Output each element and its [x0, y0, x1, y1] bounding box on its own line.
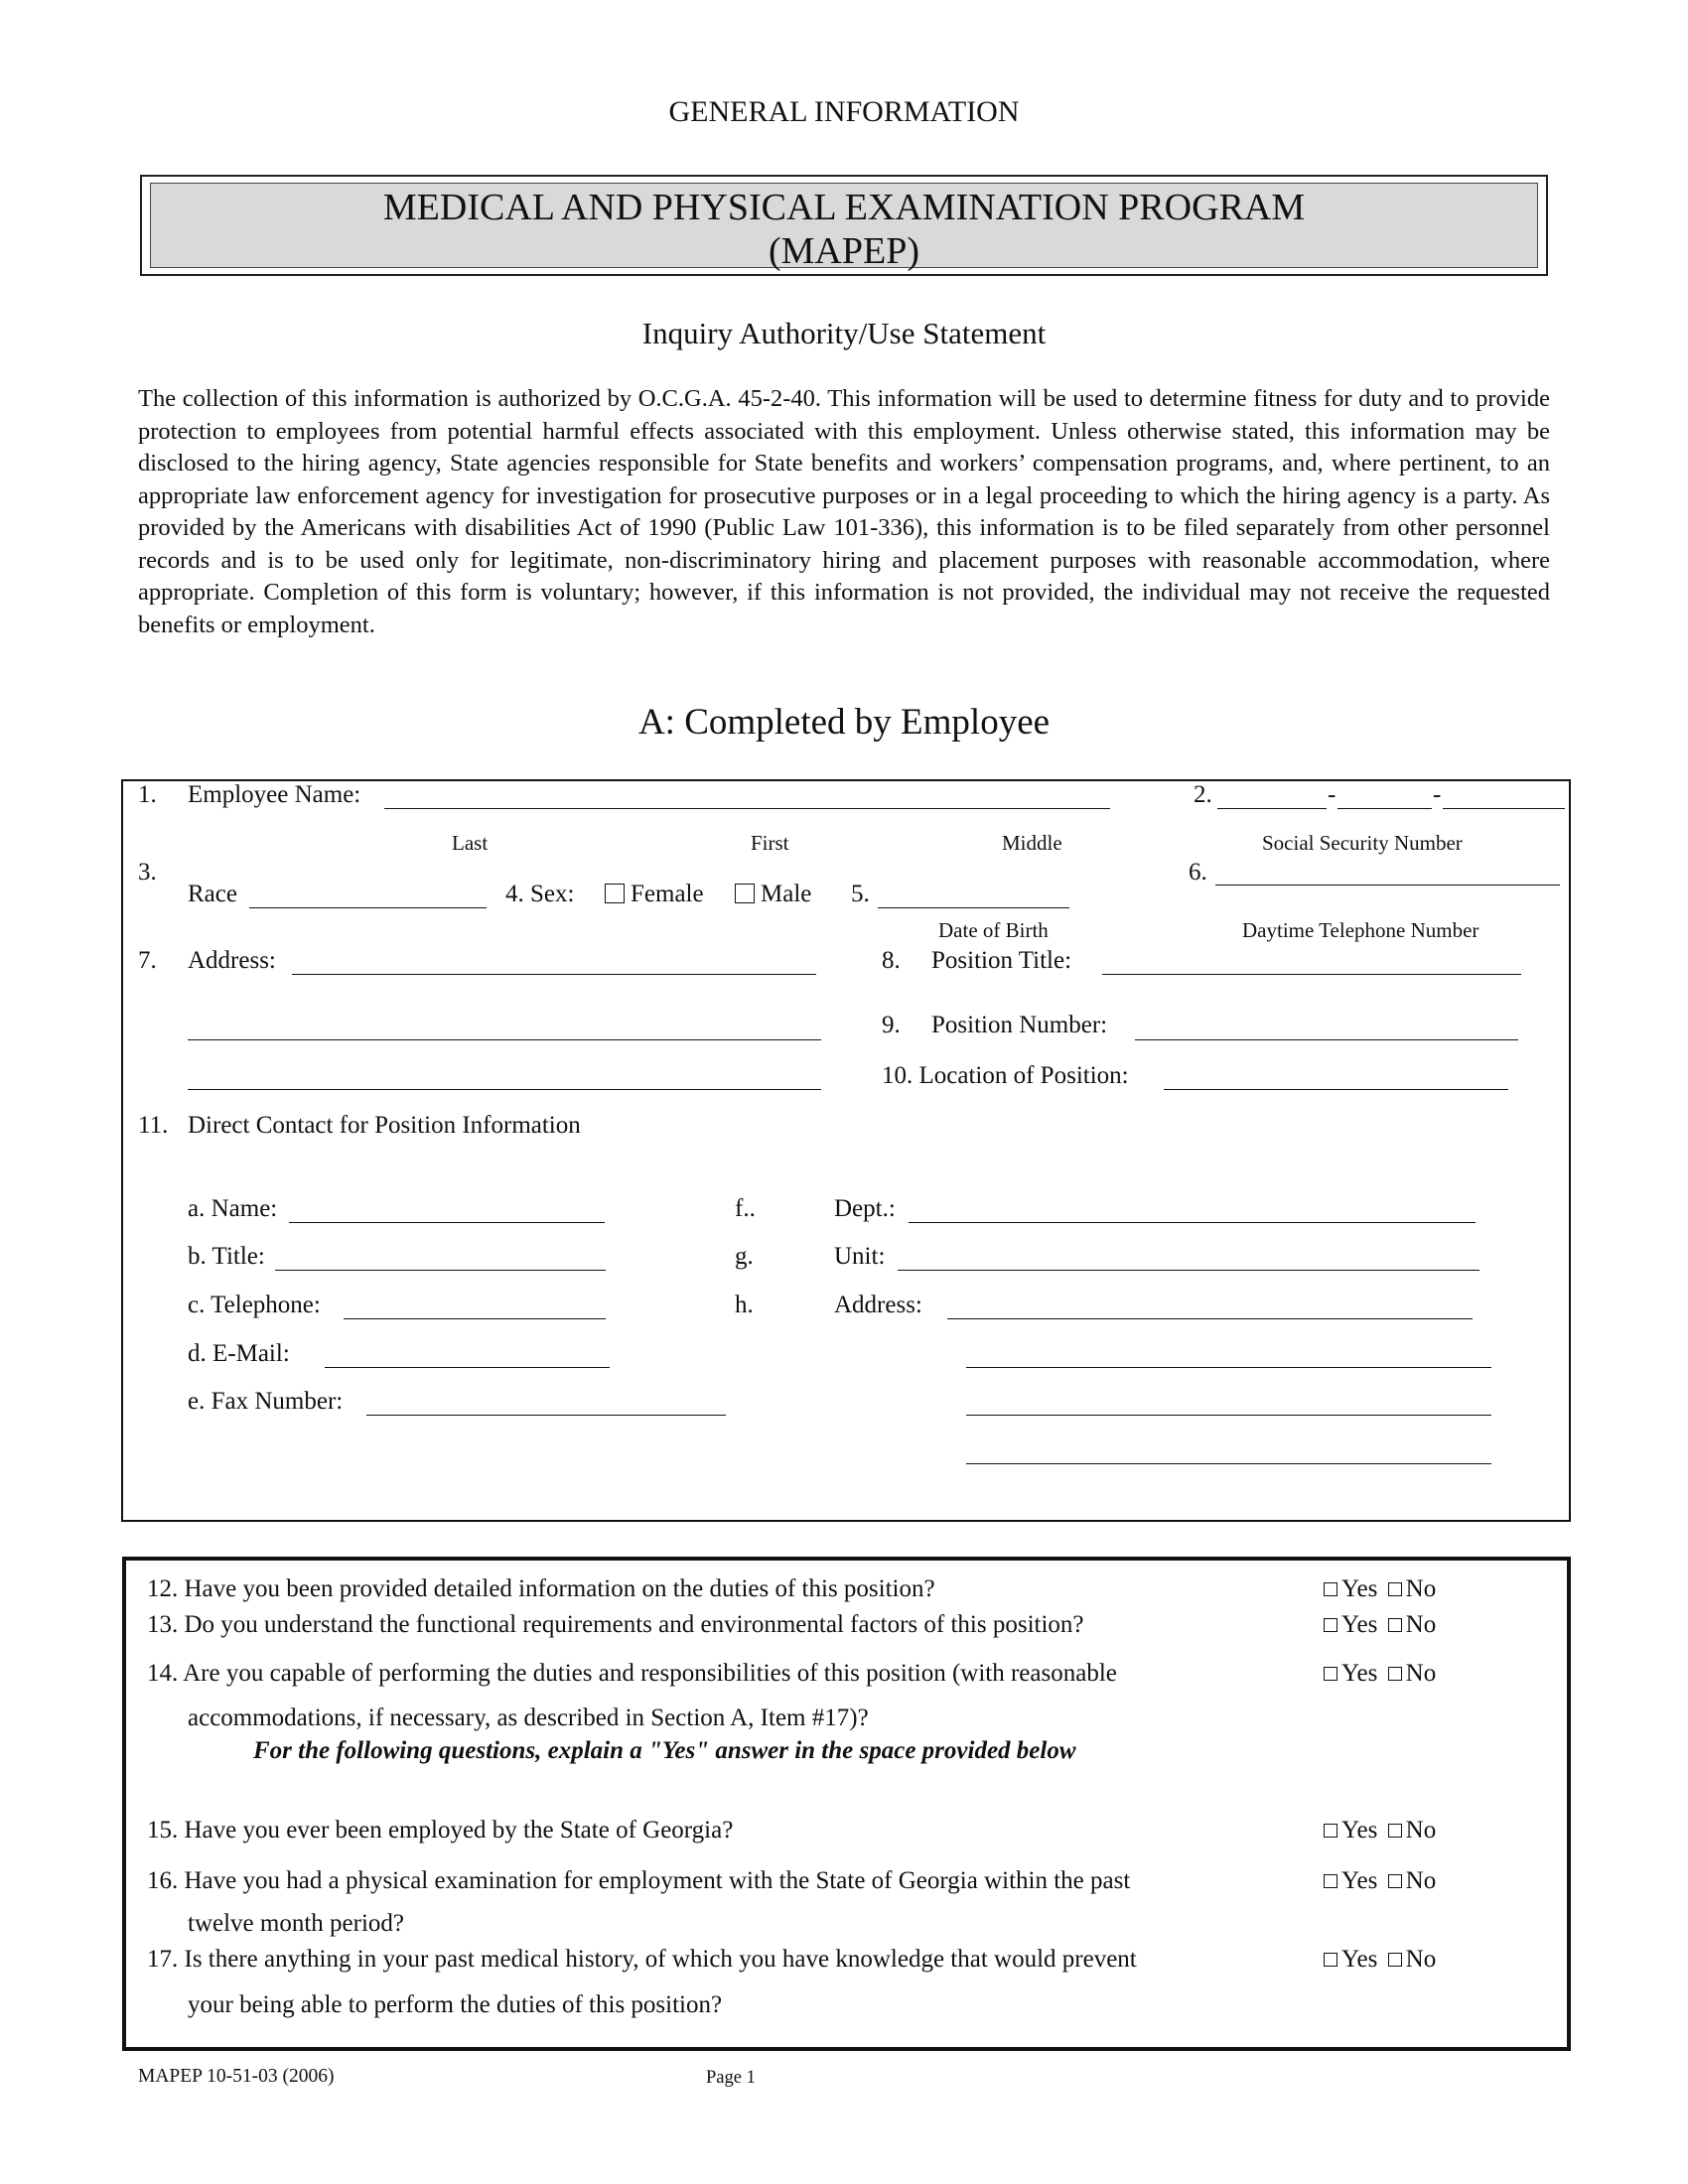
- address-line-2-field[interactable]: [188, 1039, 821, 1040]
- position-number-field[interactable]: [1135, 1039, 1518, 1040]
- contact-name-label: a. Name:: [188, 1195, 278, 1222]
- section-a-heading: A: Completed by Employee: [637, 702, 1051, 743]
- position-title-label: Position Title:: [931, 947, 1072, 974]
- item-number-2: 2.: [1194, 781, 1212, 808]
- statement-body: The collection of this information is authorized by O.C.G.A. 45-2-40. This information will be used to determine fitness for duty and to provide protection to employees from potential harmful effects associated with this employment. Unless otherwise stated, this information may be disclosed to the hiring agency, State agencies responsible for State benefits and workers’ compensation programs, and, where pertinent, to an appropriate law enforcement agency for investigation for prosecutive purposes or in a legal proceeding to which the hiring agency is a party. As provided by the Americans with disabilities Act of 1990 (Public Law 101-336), this information is to be filed separately from other personnel records and is to be used only for legitimate, non-discriminatory hiring and placement purposes with reasonable accommodation, where appropriate. Completion of this form is voluntary; however, if this information is not provided, the individual may not receive the requested benefits or employment.: [138, 385, 1550, 638]
- ssn-dash-1: -: [1328, 781, 1336, 808]
- question-17-answer[interactable]: [1324, 1945, 1436, 1975]
- question-17: 17. Is there anything in your past medical history, of which you have knowledge that would prevent: [147, 1946, 1137, 1973]
- no-label: No: [1405, 1817, 1437, 1843]
- footer-form-id: MAPEP 10-51-03 (2006): [138, 2066, 335, 2087]
- statement-heading: Inquiry Authority/Use Statement: [641, 316, 1047, 350]
- footer-page-number: Page 1: [706, 2068, 756, 2088]
- question-13-answer[interactable]: [1324, 1610, 1436, 1640]
- contact-title-field[interactable]: [275, 1270, 606, 1271]
- contact-email-field[interactable]: [325, 1367, 610, 1368]
- sub-label-ssn: Social Security Number: [1262, 831, 1463, 855]
- position-title-field[interactable]: [1102, 974, 1521, 975]
- position-number-label: Position Number:: [931, 1012, 1108, 1038]
- contact-address-line-4-field[interactable]: [966, 1463, 1491, 1464]
- ssn-part2-field[interactable]: [1337, 808, 1432, 809]
- question-13: 13. Do you understand the functional requirements and environmental factors of this position?: [147, 1611, 1084, 1638]
- contact-telephone-label: c. Telephone:: [188, 1292, 321, 1318]
- ssn-part3-field[interactable]: [1443, 808, 1565, 809]
- race-label: Race: [188, 881, 237, 907]
- q16-yes-checkbox[interactable]: [1324, 1874, 1337, 1888]
- item-letter-h: h.: [735, 1292, 754, 1318]
- item-number-6: 6.: [1189, 859, 1207, 886]
- ssn-part1-field[interactable]: [1217, 808, 1327, 809]
- item-letter-g: g.: [735, 1243, 754, 1270]
- female-checkbox[interactable]: [605, 884, 625, 903]
- title-box-inner: [150, 183, 1538, 272]
- form-title: MEDICAL AND PHYSICAL EXAMINATION PROGRAM: [382, 187, 1306, 228]
- title-box: [140, 175, 1548, 276]
- employee-name-field[interactable]: [384, 808, 1110, 809]
- question-16-answer[interactable]: [1324, 1866, 1436, 1896]
- explain-yes-instruction: For the following questions, explain a "Yes" answer in the space provided below: [253, 1737, 1076, 1764]
- dept-field[interactable]: [909, 1222, 1476, 1223]
- yes-label: Yes: [1341, 1660, 1378, 1687]
- sub-label-dob: Date of Birth: [938, 918, 1049, 942]
- ssn-dash-2: -: [1433, 781, 1442, 808]
- sub-label-middle: Middle: [1002, 831, 1062, 855]
- unit-field[interactable]: [898, 1270, 1479, 1271]
- question-14-answer[interactable]: [1324, 1659, 1436, 1689]
- contact-address-label: Address:: [834, 1292, 922, 1318]
- location-of-position-label: 10. Location of Position:: [882, 1062, 1129, 1089]
- question-12: 12. Have you been provided detailed information on the duties of this position?: [147, 1575, 935, 1602]
- q12-no-checkbox[interactable]: [1388, 1582, 1402, 1596]
- item-number-7: 7.: [138, 947, 157, 974]
- no-label: No: [1405, 1867, 1437, 1894]
- address-label: Address:: [188, 947, 276, 974]
- male-option[interactable]: [729, 880, 811, 909]
- direct-contact-label: Direct Contact for Position Information: [188, 1112, 581, 1139]
- contact-telephone-field[interactable]: [344, 1318, 606, 1319]
- q14-yes-checkbox[interactable]: [1324, 1667, 1337, 1681]
- question-14: 14. Are you capable of performing the duties and responsibilities of this position (with reasonable: [147, 1660, 1117, 1687]
- sub-label-first: First: [751, 831, 789, 855]
- female-option[interactable]: [599, 880, 704, 909]
- address-line-1-field[interactable]: [292, 974, 816, 975]
- male-checkbox[interactable]: [735, 884, 755, 903]
- q13-yes-checkbox[interactable]: [1324, 1618, 1337, 1632]
- no-label: No: [1405, 1611, 1437, 1638]
- race-field[interactable]: [249, 907, 487, 908]
- item-number-5: 5.: [851, 881, 870, 907]
- contact-address-line-1-field[interactable]: [947, 1318, 1473, 1319]
- question-16-continued: twelve month period?: [188, 1910, 404, 1937]
- male-label: Male: [761, 881, 812, 907]
- item-number-3: 3.: [138, 859, 157, 886]
- no-label: No: [1405, 1575, 1437, 1602]
- sub-label-last: Last: [452, 831, 489, 855]
- question-12-answer[interactable]: [1324, 1574, 1436, 1604]
- yes-label: Yes: [1341, 1611, 1378, 1638]
- q17-no-checkbox[interactable]: [1388, 1953, 1402, 1967]
- yes-label: Yes: [1341, 1575, 1378, 1602]
- question-15: 15. Have you ever been employed by the State of Georgia?: [147, 1817, 734, 1843]
- no-label: No: [1405, 1946, 1437, 1973]
- sub-label-phone: Daytime Telephone Number: [1242, 918, 1479, 942]
- q16-no-checkbox[interactable]: [1388, 1874, 1402, 1888]
- female-label: Female: [631, 881, 704, 907]
- contact-title-label: b. Title:: [188, 1243, 265, 1270]
- daytime-phone-field[interactable]: [1215, 885, 1560, 886]
- yes-label: Yes: [1341, 1946, 1378, 1973]
- item-number-1: 1.: [138, 781, 157, 808]
- question-15-answer[interactable]: [1324, 1816, 1436, 1845]
- sex-label: 4. Sex:: [505, 881, 575, 907]
- contact-address-line-2-field[interactable]: [966, 1367, 1491, 1368]
- yes-label: Yes: [1341, 1817, 1378, 1843]
- q12-yes-checkbox[interactable]: [1324, 1582, 1337, 1596]
- item-number-9: 9.: [882, 1012, 901, 1038]
- contact-name-field[interactable]: [289, 1222, 605, 1223]
- item-number-8: 8.: [882, 947, 901, 974]
- contact-fax-field[interactable]: [366, 1415, 726, 1416]
- item-number-11: 11.: [138, 1112, 169, 1139]
- item-letter-f: f..: [735, 1195, 756, 1222]
- q15-yes-checkbox[interactable]: [1324, 1824, 1337, 1838]
- question-14-continued: accommodations, if necessary, as described in Section A, Item #17)?: [188, 1705, 869, 1731]
- dept-label: Dept.:: [834, 1195, 896, 1222]
- question-17-continued: your being able to perform the duties of this position?: [188, 1991, 723, 2018]
- yes-label: Yes: [1341, 1867, 1378, 1894]
- q15-no-checkbox[interactable]: [1388, 1824, 1402, 1838]
- date-of-birth-field[interactable]: [878, 907, 1069, 908]
- page-header: GENERAL INFORMATION: [668, 95, 1020, 128]
- location-of-position-field[interactable]: [1164, 1089, 1508, 1090]
- unit-label: Unit:: [834, 1243, 886, 1270]
- no-label: No: [1405, 1660, 1437, 1687]
- q17-yes-checkbox[interactable]: [1324, 1953, 1337, 1967]
- contact-email-label: d. E-Mail:: [188, 1340, 290, 1367]
- question-16: 16. Have you had a physical examination for employment with the State of Georgia within the past: [147, 1867, 1131, 1894]
- contact-fax-label: e. Fax Number:: [188, 1388, 344, 1415]
- address-line-3-field[interactable]: [188, 1089, 821, 1090]
- q13-no-checkbox[interactable]: [1388, 1618, 1402, 1632]
- employee-name-label: Employee Name:: [188, 781, 361, 808]
- contact-address-line-3-field[interactable]: [966, 1415, 1491, 1416]
- form-title-acronym: (MAPEP): [768, 230, 920, 272]
- q14-no-checkbox[interactable]: [1388, 1667, 1402, 1681]
